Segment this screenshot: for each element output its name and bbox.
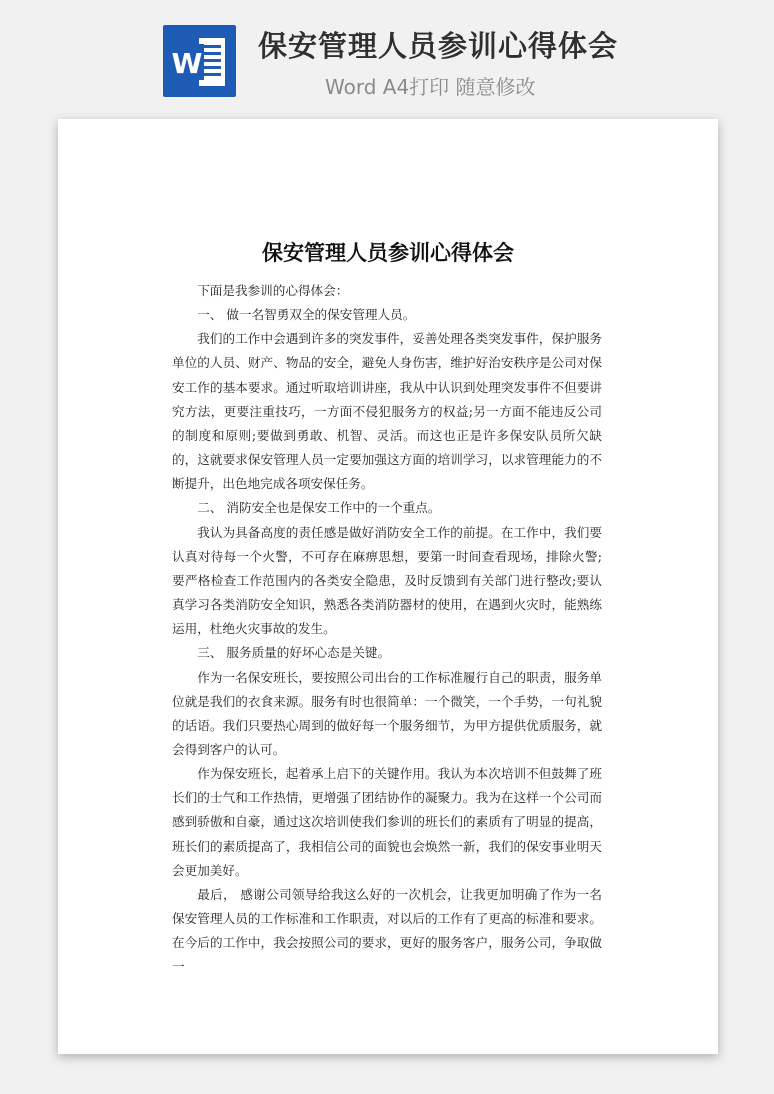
paragraph-intro: 下面是我参训的心得体会： (197, 283, 349, 298)
word-icon (163, 25, 236, 97)
paragraph-heading-3: 三、 服务质量的好坏心态是关键。 (197, 645, 391, 661)
word-icon-letter: W (171, 47, 203, 80)
paragraph-heading-2: 二、 消防安全也是保安工作中的一个重点。 (197, 500, 441, 516)
header-title: 保安管理人员参训心得体会 (258, 29, 619, 63)
header (0, 0, 774, 110)
paragraph-4: 作为保安班长，起着承上启下的关键作用。我认为本次培训不但鼓舞了班长们的士气和工作热情，更增强了团结协作的凝聚力。我为在这样一个公司而感到骄傲和自豪，通过这次培训使我们参训的班长们的素质有了明显的提高，班长们的素质提高了，我相信公司的面貌也会焕然一新，我们的保安事业明天会更加美好。 (172, 766, 602, 878)
document-title: 保安管理人员参训心得体会 (262, 241, 514, 265)
paragraph-3: 作为一名保安班长，要按照公司出台的工作标准履行自己的职责，服务单位就是我们的衣食来源。服务有时也很简单：一个微笑，一个手势，一句礼貌的话语。我们只要热心周到的做好每一个服务细节，为甲方提供优质服务，就会得到客户的认可。 (172, 669, 602, 757)
header-subtitle: Word A4打印 随意修改 (325, 75, 536, 99)
document-page (58, 119, 718, 1054)
paragraph-1: 我们的工作中会遇到许多的突发事件，妥善处理各类突发事件，保护服务单位的人员、财产、物品的安全，避免人身伤害，维护好治安秩序是公司对保安工作的基本要求。通过听取培训讲座，我从中认识到处理突发事件不但要讲究方法，更要注重技巧，一方面不侵犯服务方的权益;另一方面不能违反公司的制度和原则;要做到勇敢、机智、灵活。而这也正是许多保安队员所欠缺的，这就要求保安管理人员一定要加强这方面的培训学习，以求管理能力的不断提升，出色地完成各项安保任务。 (172, 331, 602, 492)
document-body (172, 279, 602, 980)
paragraph-2: 我认为具备高度的责任感是做好消防安全工作的前提。在工作中，我们要认真对待每一个火警，不可存在麻痹思想，要第一时间查看现场，排除火警;要严格检查工作范围内的各类安全隐患，及时反馈到有关部门进行整改;要认真学习各类消防安全知识，熟悉各类消防器材的使用，在遇到火灾时，能熟练运用，杜绝火灾事故的发生。 (172, 524, 602, 637)
paragraph-heading-1: 一、 做一名智勇双全的保安管理人员。 (197, 307, 416, 323)
paragraph-5: 最后， 感谢公司领导给我这么好的一次机会，让我更加明确了作为一名保安管理人员的工作标准和工作职责，对以后的工作有了更高的标准和要求。在今后的工作中，我会按照公司的要求，更好的服务客户，服务公司，争取做一 (172, 886, 602, 975)
